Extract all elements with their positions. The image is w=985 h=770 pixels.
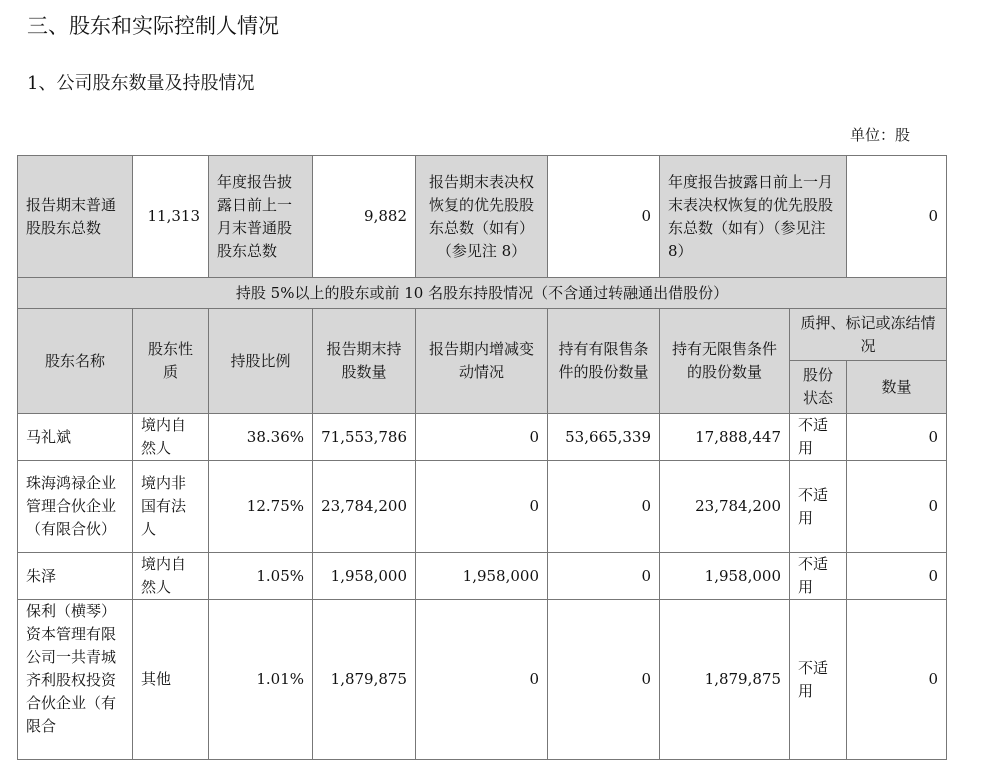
- summary-common-label: 报告期末普通股股东总数: [18, 156, 133, 278]
- header-unrestricted: 持有无限售条件的股份数量: [660, 309, 790, 414]
- end-quantity: 23,784,200: [313, 461, 416, 553]
- pledge-quantity: 0: [847, 553, 947, 600]
- subsection-title: 1、公司股东数量及持股情况: [27, 73, 255, 94]
- table-row: [18, 414, 947, 461]
- change-quantity: 0: [416, 414, 548, 461]
- holding-ratio: 12.75%: [209, 461, 313, 553]
- pledge-quantity: 0: [847, 600, 947, 760]
- summary-pref-value: 0: [548, 156, 660, 278]
- shareholder-name: 朱泽: [18, 553, 133, 600]
- section-header: 持股 5%以上的股东或前 10 名股东持股情况（不含通过转融通出借股份）: [18, 278, 947, 309]
- end-quantity: 1,958,000: [313, 553, 416, 600]
- summary-row: [18, 156, 947, 278]
- header-nature: 股东性质: [133, 309, 209, 414]
- summary-pref-prev-value: 0: [847, 156, 947, 278]
- header-ratio: 持股比例: [209, 309, 313, 414]
- shareholder-nature: 境内非国有法人: [133, 461, 209, 553]
- header-name: 股东名称: [18, 309, 133, 414]
- table-row: [18, 461, 947, 553]
- shareholder-nature: 境内自然人: [133, 553, 209, 600]
- shareholder-table: [17, 155, 947, 760]
- change-quantity: 0: [416, 461, 548, 553]
- restricted-quantity: 0: [548, 461, 660, 553]
- header-change: 报告期内增减变动情况: [416, 309, 548, 414]
- header-pledge-qty: 数量: [847, 361, 947, 414]
- pledge-quantity: 0: [847, 461, 947, 553]
- header-end-qty: 报告期末持股数量: [313, 309, 416, 414]
- pledge-status: 不适用: [790, 461, 847, 553]
- pledge-status: 不适用: [790, 414, 847, 461]
- unrestricted-quantity: 17,888,447: [660, 414, 790, 461]
- change-quantity: 1,958,000: [416, 553, 548, 600]
- summary-pref-prev-label: 年度报告披露日前上一月末表决权恢复的优先股股东总数（如有）（参见注 8）: [660, 156, 847, 278]
- table-row: [18, 600, 947, 760]
- restricted-quantity: 0: [548, 600, 660, 760]
- unrestricted-quantity: 1,879,875: [660, 600, 790, 760]
- header-restricted: 持有有限售条件的股份数量: [548, 309, 660, 414]
- summary-common-value: 11,313: [133, 156, 209, 278]
- holding-ratio: 38.36%: [209, 414, 313, 461]
- shareholder-name: 保利（横琴）资本管理有限公司一共青城齐利股权投资合伙企业（有限合: [18, 600, 133, 760]
- summary-prev-month-label: 年度报告披露日前上一月末普通股股东总数: [209, 156, 313, 278]
- shareholder-name: 马礼斌: [18, 414, 133, 461]
- summary-prev-month-value: 9,882: [313, 156, 416, 278]
- end-quantity: 71,553,786: [313, 414, 416, 461]
- restricted-quantity: 0: [548, 553, 660, 600]
- unrestricted-quantity: 1,958,000: [660, 553, 790, 600]
- restricted-quantity: 53,665,339: [548, 414, 660, 461]
- unrestricted-quantity: 23,784,200: [660, 461, 790, 553]
- pledge-quantity: 0: [847, 414, 947, 461]
- holding-ratio: 1.05%: [209, 553, 313, 600]
- end-quantity: 1,879,875: [313, 600, 416, 760]
- section-title: 三、股东和实际控制人情况: [27, 14, 279, 38]
- column-header-row: [18, 309, 947, 361]
- header-pledge-status: 股份状态: [790, 361, 847, 414]
- unit-label: 单位：股: [850, 126, 911, 144]
- pledge-status: 不适用: [790, 600, 847, 760]
- shareholder-nature: 境内自然人: [133, 414, 209, 461]
- holding-ratio: 1.01%: [209, 600, 313, 760]
- table-row: [18, 553, 947, 600]
- section-header-row: [18, 278, 947, 309]
- header-pledge: 质押、标记或冻结情况: [790, 309, 947, 361]
- summary-pref-label: 报告期末表决权恢复的优先股股东总数（如有）（参见注 8）: [416, 156, 548, 278]
- change-quantity: 0: [416, 600, 548, 760]
- shareholder-name: 珠海鸿禄企业管理合伙企业（有限合伙）: [18, 461, 133, 553]
- shareholder-nature: 其他: [133, 600, 209, 760]
- pledge-status: 不适用: [790, 553, 847, 600]
